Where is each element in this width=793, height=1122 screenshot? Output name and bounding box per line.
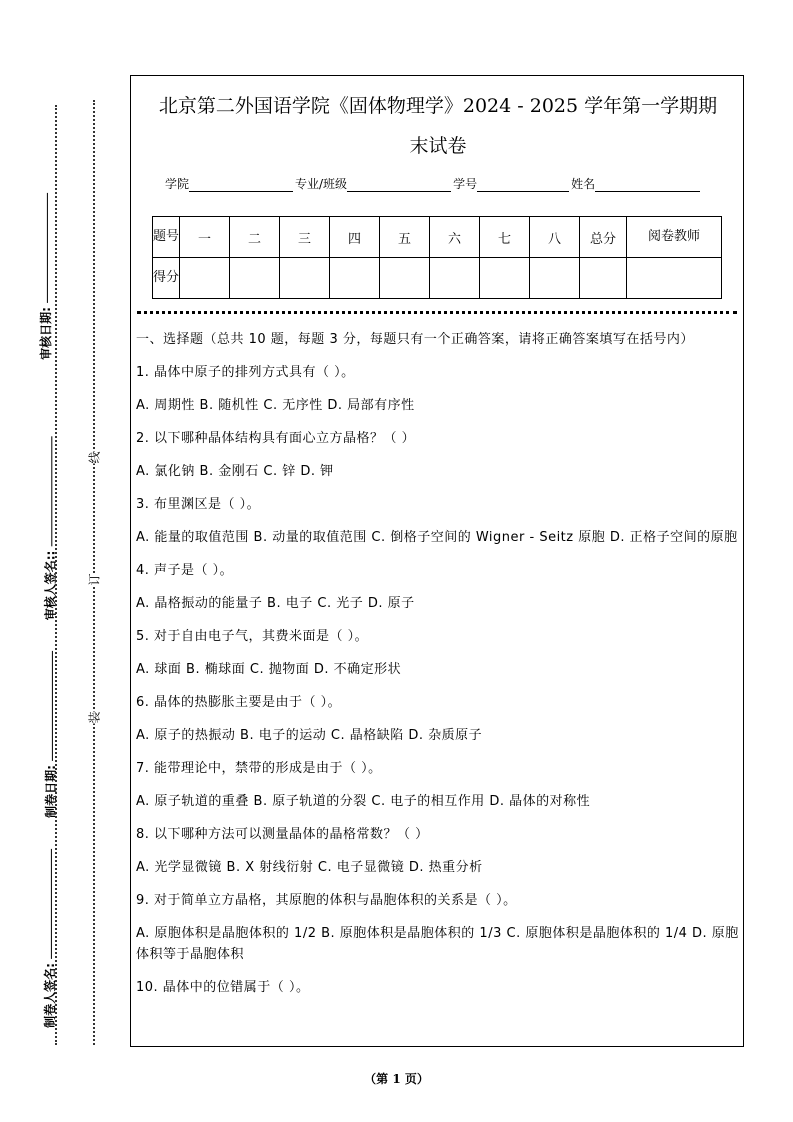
question-options: A. 周期性 B. 随机性 C. 无序性 D. 局部有序性 bbox=[136, 398, 415, 413]
question-text: 8. 以下哪种方法可以测量晶体的晶格常数？（ ） bbox=[136, 827, 429, 842]
col-header-reviewer: 阅卷教师 bbox=[627, 217, 722, 258]
question-text: 7. 能带理论中，禁带的形成是由于（ ）。 bbox=[136, 761, 382, 776]
col-header: 七 bbox=[480, 217, 530, 258]
score-table bbox=[152, 216, 722, 299]
question-text: 2. 以下哪种晶体结构具有面心立方晶格？（ ） bbox=[136, 431, 416, 446]
question-text: 9. 对于简单立方晶格，其原胞的体积与晶胞体积的关系是（ ）。 bbox=[136, 893, 517, 908]
binding-char-xian: 线 bbox=[85, 451, 104, 463]
major-label: 专业/班级 bbox=[295, 177, 348, 191]
score-cell[interactable] bbox=[280, 258, 330, 299]
score-cell[interactable] bbox=[330, 258, 380, 299]
exam-title-line1: 北京第二外国语学院《固体物理学》2024 - 2025 学年第一学期期 bbox=[158, 95, 718, 117]
section-choice-questions bbox=[136, 329, 740, 1010]
reviewer-date-blank bbox=[45, 193, 47, 303]
score-cell[interactable] bbox=[380, 258, 430, 299]
col-header: 五 bbox=[380, 217, 430, 258]
maker-date-label: 制卷日期: bbox=[42, 651, 59, 818]
score-table-score-row bbox=[153, 258, 722, 299]
score-cell-reviewer[interactable] bbox=[627, 258, 722, 299]
question-text: 3. 布里渊区是（ ）。 bbox=[136, 497, 261, 512]
score-cell[interactable] bbox=[480, 258, 530, 299]
row-label-question: 题号 bbox=[153, 217, 180, 258]
college-label: 学院 bbox=[165, 177, 190, 191]
reviewer-date-label: 审核日期: bbox=[37, 193, 54, 360]
binding-char-zhuang: 装 bbox=[85, 711, 104, 723]
student-id-blank[interactable] bbox=[477, 178, 569, 192]
col-header: 四 bbox=[330, 217, 380, 258]
reviewer-sign-label: 审核人签名:: bbox=[41, 437, 58, 621]
question-options: A. 氯化钠 B. 金刚石 C. 锌 D. 钾 bbox=[136, 464, 334, 479]
dotted-separator bbox=[137, 311, 737, 314]
col-header-total: 总分 bbox=[580, 217, 627, 258]
exam-frame bbox=[130, 75, 744, 1047]
score-cell[interactable] bbox=[530, 258, 580, 299]
row-label-score: 得分 bbox=[153, 258, 180, 299]
major-blank[interactable] bbox=[347, 178, 451, 192]
question-text: 10. 晶体中的位错属于（ ）。 bbox=[136, 980, 310, 995]
col-header: 二 bbox=[230, 217, 280, 258]
maker-sign-label: 制卷人签名: bbox=[41, 849, 58, 1028]
exam-title-line2: 末试卷 bbox=[409, 135, 467, 157]
score-cell[interactable] bbox=[180, 258, 230, 299]
question-options: A. 晶格振动的能量子 B. 电子 C. 光子 D. 原子 bbox=[136, 596, 415, 611]
score-cell[interactable] bbox=[230, 258, 280, 299]
score-cell[interactable] bbox=[430, 258, 480, 299]
question-options: A. 能量的取值范围 B. 动量的取值范围 C. 倒格子空间的 Wigner - Seitz 原胞 D. 正格子空间的原胞 bbox=[136, 530, 738, 545]
question-text: 4. 声子是（ ）。 bbox=[136, 563, 234, 578]
student-info-row bbox=[165, 175, 702, 192]
maker-date-blank bbox=[50, 651, 52, 761]
col-header: 八 bbox=[530, 217, 580, 258]
name-blank[interactable] bbox=[595, 178, 700, 192]
maker-sign-blank bbox=[49, 849, 51, 959]
question-options: A. 光学显微镜 B. X 射线衍射 C. 电子显微镜 D. 热重分析 bbox=[136, 860, 483, 875]
question-options: A. 球面 B. 椭球面 C. 抛物面 D. 不确定形状 bbox=[136, 662, 402, 677]
question-text: 5. 对于自由电子气，其费米面是（ ）。 bbox=[136, 629, 369, 644]
binding-dotted-line-left bbox=[55, 105, 57, 1045]
question-options: A. 原子轨道的重叠 B. 原子轨道的分裂 C. 电子的相互作用 D. 晶体的对称性 bbox=[136, 794, 591, 809]
reviewer-sign-blank bbox=[50, 437, 52, 547]
score-table-header-row bbox=[153, 217, 722, 258]
exam-title bbox=[131, 86, 745, 166]
name-label: 姓名 bbox=[571, 177, 596, 191]
section-heading: 一、选择题（总共 10 题，每题 3 分，每题只有一个正确答案，请将正确答案填写在括号内） bbox=[136, 332, 694, 347]
id-label: 学号 bbox=[453, 177, 478, 191]
page-number: （第 1 页） bbox=[364, 1072, 429, 1086]
col-header: 一 bbox=[180, 217, 230, 258]
binding-char-ding: 订 bbox=[85, 573, 104, 585]
question-options: A. 原胞体积是晶胞体积的 1/2 B. 原胞体积是晶胞体积的 1/3 C. 原胞体积是晶胞体积的 1/4 D. 原胞体积等于晶胞体积 bbox=[136, 926, 739, 962]
question-text: 1. 晶体中原子的排列方式具有（ ）。 bbox=[136, 365, 355, 380]
question-options: A. 原子的热振动 B. 电子的运动 C. 晶格缺陷 D. 杂质原子 bbox=[136, 728, 483, 743]
col-header: 六 bbox=[430, 217, 480, 258]
col-header: 三 bbox=[280, 217, 330, 258]
question-text: 6. 晶体的热膨胀主要是由于（ ）。 bbox=[136, 695, 342, 710]
score-cell-total[interactable] bbox=[580, 258, 627, 299]
college-blank[interactable] bbox=[189, 178, 293, 192]
